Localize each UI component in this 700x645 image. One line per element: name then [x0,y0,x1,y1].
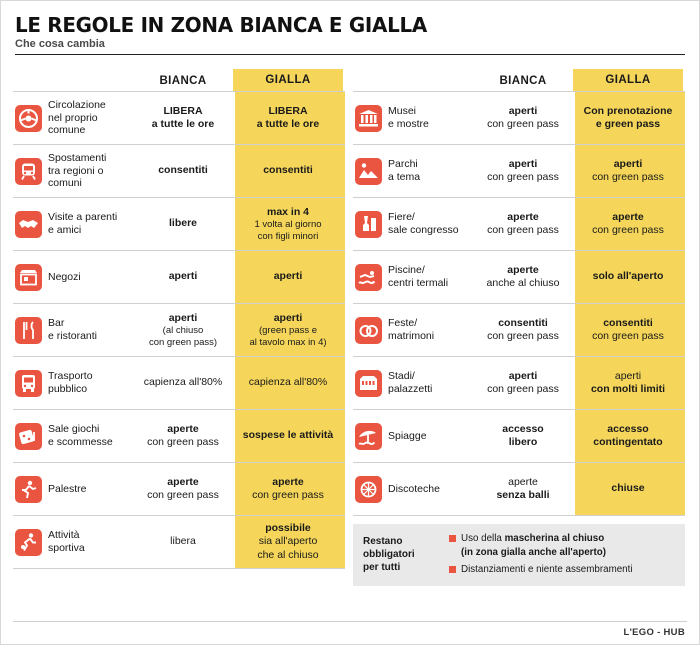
cell-gialla: accesso contingentato [593,422,663,448]
table-row [13,197,345,250]
footer-divider [13,621,687,622]
table-row [353,144,685,197]
cell-gialla: max in 4 1 volta al giorno con figli minori [254,205,322,242]
row-label [353,251,473,303]
cell-bianca: aperti [168,270,198,283]
right-table-header [353,61,685,91]
row-label [13,357,133,409]
table-row [13,356,345,409]
table-row [13,409,345,462]
row-label [13,251,133,303]
table-row [13,144,345,197]
row-label-text: Fiere/ sale congresso [388,211,459,236]
cell-gialla: aperti con molti limiti [590,369,666,395]
rings-icon [355,317,382,344]
cell-gialla: Con prenotazione e green pass [583,104,673,130]
cell-gialla: aperti [273,270,303,283]
left-table-header [13,61,345,91]
table-row [353,250,685,303]
cell-gialla: capienza all'80% [248,376,328,389]
note-item-mask: Uso della mascherina al chiuso (in zona gialla anche all'aperto) [449,532,675,560]
bullet-square-icon [449,566,456,573]
row-label-text: Visite a parenti e amici [48,211,118,236]
right-table [353,61,685,586]
header-gialla-right: GIALLA [573,69,683,92]
cell-gialla: sospese le attività [242,429,334,442]
cell-bianca: aperte con green pass [147,475,219,501]
cell-bianca: aperti (al chiuso con green pass) [148,311,218,348]
left-rowset [13,91,345,569]
row-label-text: Palestre [48,482,87,495]
cell-bianca: aperti con green pass [487,369,559,395]
cell-bianca: aperte con green pass [147,422,219,448]
row-label [13,516,133,568]
row-label-text: Sale giochi e scommesse [48,423,113,448]
table-row [13,91,345,144]
table-row [353,197,685,250]
cell-gialla: chiuse [611,482,645,495]
sport-icon [15,529,42,556]
row-label-text: Bar e ristoranti [48,317,98,342]
gym-icon [15,476,42,503]
row-label [353,463,473,515]
row-label-text: Discoteche [388,482,440,495]
credit-label: L'EGO - HUB [623,627,685,638]
row-label-text: Spiagge [388,429,427,442]
cell-gialla: aperti (green pass e al tavolo max in 4) [249,311,327,348]
beach-icon [355,423,382,450]
cell-gialla: possibile sia all'aperto che al chiuso [257,522,319,561]
row-label-text: Trasporto pubblico [48,370,93,395]
row-label-text: Stadi/ palazzetti [388,370,433,395]
cell-bianca: libera [170,535,196,548]
cell-gialla: LIBERA a tutte le ore [256,104,320,130]
row-label [353,92,473,144]
row-label [13,410,133,462]
cell-gialla: consentiti con green pass [592,316,664,342]
row-label-line1: Circolazione [48,98,106,111]
row-label [353,145,473,197]
cell-bianca: aperte senza balli [496,475,550,501]
handshake-icon [15,211,42,238]
table-row [13,462,345,515]
row-label [13,92,133,144]
slot-machine-icon [15,423,42,450]
bus-icon [15,370,42,397]
obligations-note-items [449,532,675,578]
rules-grid [13,61,687,586]
row-label [13,145,133,197]
cell-bianca: capienza all'80% [143,376,223,389]
cell-bianca: accesso libero [502,422,544,448]
swimmer-icon [355,264,382,291]
obligations-note [353,524,685,586]
row-label [353,198,473,250]
row-label-text [48,99,131,137]
table-row [353,91,685,144]
header-gialla-left: GIALLA [233,69,343,92]
title-divider [15,54,685,55]
row-label [13,463,133,515]
cell-gialla: aperte con green pass [252,475,324,501]
shop-icon [15,264,42,291]
row-label-text: Musei e mostre [388,105,429,130]
theme-park-icon [355,158,382,185]
right-rowset [353,91,685,516]
museum-icon [355,105,382,132]
cell-bianca: consentiti [158,164,208,177]
row-label-text: Negozi [48,270,81,283]
steering-wheel-icon [15,105,42,132]
bullet-square-icon [449,535,456,542]
cutlery-icon [15,317,42,344]
row-label [353,357,473,409]
cell-gialla: solo all'aperto [592,270,664,283]
cell-bianca: aperte anche al chiuso [486,263,560,289]
row-label-text: Feste/ matrimoni [388,317,435,342]
table-row [13,303,345,356]
page-title: LE REGOLE IN ZONA BIANCA E GIALLA [15,13,427,37]
disco-icon [355,476,382,503]
cell-gialla: consentiti [263,164,313,177]
row-label [13,198,133,250]
row-label-text: Piscine/ centri termali [388,264,449,289]
table-row [353,462,685,516]
stadium-icon [355,370,382,397]
note-item-distancing: Distanziamenti e niente assembramenti [449,563,675,577]
row-label [13,304,133,356]
cell-bianca: aperte con green pass [487,210,559,236]
page-subtitle: Che cosa cambia [15,38,105,50]
cell-gialla: aperte con green pass [592,210,664,236]
fair-icon [355,211,382,238]
table-row [353,409,685,462]
cell-bianca: LIBERA a tutte le ore [151,104,215,130]
row-label-text: Attività sportiva [48,529,85,554]
cell-bianca: consentiti con green pass [487,316,559,342]
left-table [13,61,345,569]
cell-bianca: libere [168,217,197,230]
cell-bianca: aperti con green pass [487,104,559,130]
cell-bianca: aperti con green pass [487,157,559,183]
row-label-text: Parchi a tema [388,158,421,183]
table-row [13,250,345,303]
row-label-text: Spostamenti tra regioni o comuni [48,151,107,190]
row-label [353,304,473,356]
row-label [353,410,473,462]
obligations-note-title: Restano obbligatori per tutti [363,536,415,574]
header-bianca-right: BIANCA [499,75,547,87]
table-row [353,303,685,356]
table-row [353,356,685,409]
table-row [13,515,345,569]
row-label-line2: nel proprio comune [48,111,98,137]
cell-gialla: aperti con green pass [592,157,664,183]
train-icon [15,158,42,185]
header-bianca-left: BIANCA [159,75,207,87]
